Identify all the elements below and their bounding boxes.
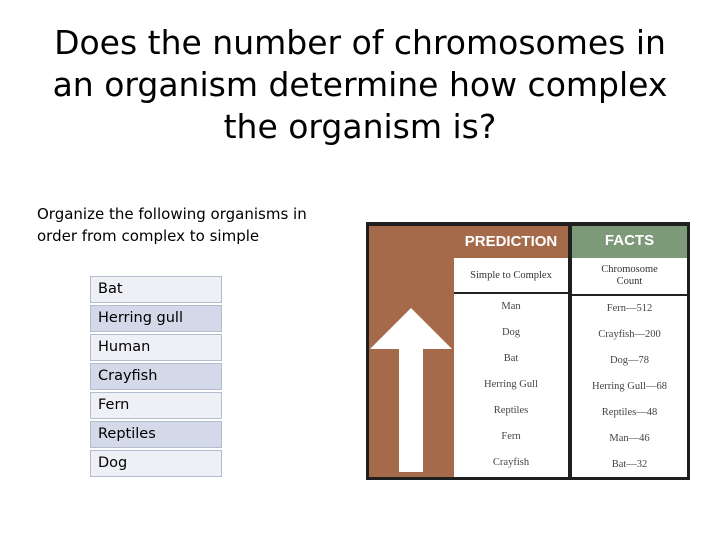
organism-item-reptiles[interactable]: Reptiles: [90, 421, 222, 448]
prediction-cell: Man: [501, 301, 521, 312]
organism-item-herring-gull[interactable]: Herring gull: [90, 305, 222, 332]
title-line-2: an organism determine how complex: [52, 65, 668, 104]
title-line-1: Does the number of chromosomes in: [54, 23, 666, 62]
organism-item-fern[interactable]: Fern: [90, 392, 222, 419]
organism-item-human[interactable]: Human: [90, 334, 222, 361]
instructions-line-2: order from complex to simple: [37, 227, 260, 245]
facts-cell: Man—46: [609, 433, 650, 444]
facts-subheader: [572, 258, 687, 296]
prediction-cell: Dog: [501, 327, 521, 338]
prediction-cell: Herring Gull: [484, 379, 538, 390]
facts-column: [572, 258, 687, 477]
facts-cell: Bat—32: [611, 459, 648, 470]
prediction-header: PREDICTION: [454, 226, 568, 258]
prediction-column: [454, 258, 568, 477]
prediction-cell: Fern: [501, 431, 521, 442]
organism-list: [90, 276, 222, 479]
facts-cell: Crayfish—200: [598, 329, 661, 340]
prediction-cell: Bat: [503, 353, 519, 364]
up-arrow-shaft: [399, 348, 423, 472]
prediction-cell: Crayfish: [492, 457, 530, 468]
facts-subheader-line-2: Count: [616, 276, 643, 287]
organism-item-bat[interactable]: Bat: [90, 276, 222, 303]
instructions-line-1: Organize the following organisms in: [37, 205, 307, 223]
instructions-text: [37, 203, 327, 247]
facts-cell: Fern—512: [606, 303, 653, 314]
prediction-subheader: Simple to Complex: [454, 258, 568, 294]
slide-title: [40, 22, 680, 148]
title-line-3: the organism is?: [223, 107, 497, 146]
organism-item-dog[interactable]: Dog: [90, 450, 222, 477]
prediction-cell: Reptiles: [493, 405, 529, 416]
up-arrow-icon: [370, 308, 452, 349]
facts-subheader-line-1: Chromosome: [601, 264, 658, 275]
organism-item-crayfish[interactable]: Crayfish: [90, 363, 222, 390]
facts-cell: Dog—78: [609, 355, 650, 366]
facts-header: FACTS: [572, 226, 687, 258]
facts-cell: Herring Gull—68: [592, 381, 667, 392]
facts-cell: Reptiles—48: [601, 407, 658, 418]
